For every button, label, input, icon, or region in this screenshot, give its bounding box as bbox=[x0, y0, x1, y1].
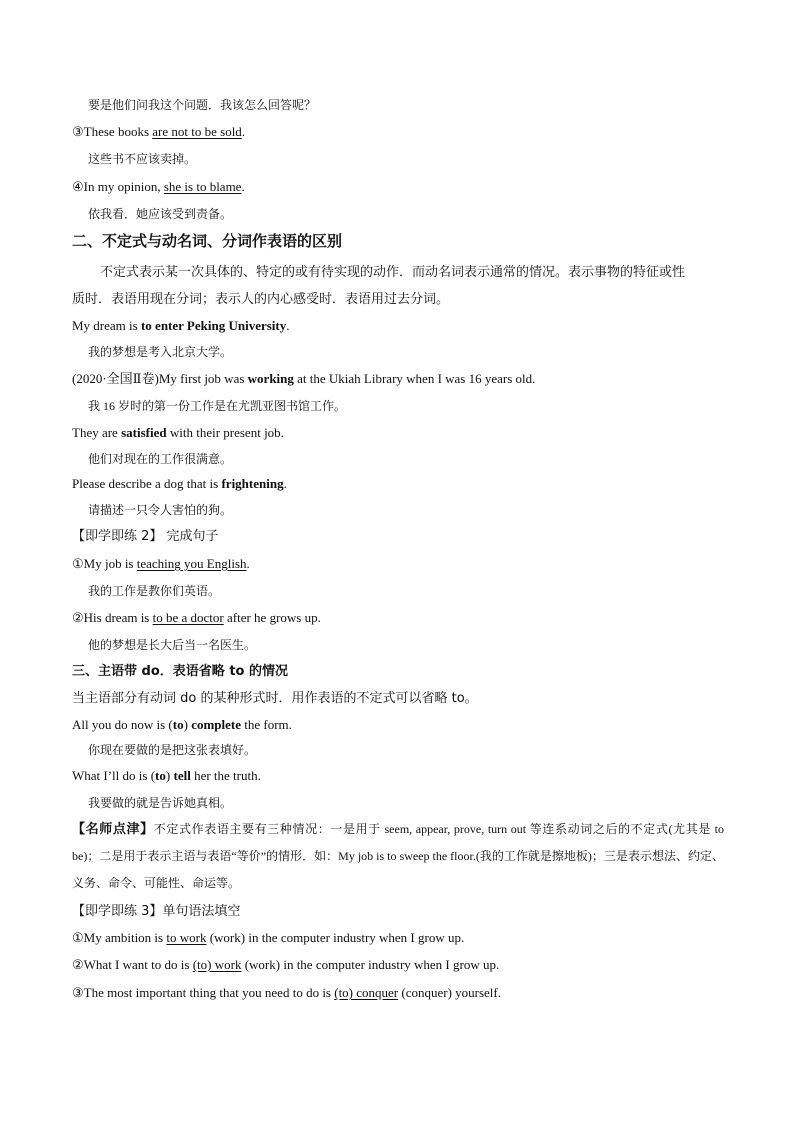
translation-line: 依我看．她应该受到责备。 bbox=[88, 207, 233, 221]
translation-line: 我要做的就是告诉她真相。 bbox=[88, 796, 233, 810]
example-sentence bbox=[72, 717, 292, 733]
answer-underlined: are not to be sold bbox=[152, 124, 242, 139]
text: (work) in the computer industry when I grow up. bbox=[241, 957, 500, 972]
text: at the Ukiah Library when I was 16 years old. bbox=[293, 371, 536, 386]
exercise-item bbox=[72, 610, 321, 626]
text: 三、主语带 bbox=[72, 664, 142, 679]
text: with their present job. bbox=[166, 425, 284, 440]
text: her the truth. bbox=[190, 768, 261, 783]
text: . bbox=[241, 179, 245, 194]
translation-line: 要是他们问我这个问题．我该怎么回答呢？ bbox=[88, 98, 317, 112]
translation-line: 他的梦想是长大后当一名医生。 bbox=[88, 638, 257, 652]
text: All you do now is ( bbox=[72, 717, 173, 732]
exercise-heading: 【即学即练 2】 完成句子 bbox=[72, 529, 219, 544]
example-sentence bbox=[72, 476, 287, 492]
translation-line: 你现在要做的是把这张表填好。 bbox=[88, 743, 257, 757]
translation-line: 我的梦想是考入北京大学。 bbox=[88, 345, 233, 359]
translation-line: 他们对现在的工作很满意。 bbox=[88, 452, 233, 466]
text: My dream is bbox=[72, 318, 141, 333]
teacher-tip bbox=[72, 816, 724, 897]
text: What I’ll do is ( bbox=[72, 768, 156, 783]
example-sentence bbox=[72, 768, 261, 784]
text: ④In my opinion, bbox=[72, 179, 164, 194]
text: the form. bbox=[241, 717, 292, 732]
text: ) bbox=[183, 717, 192, 732]
text: They are bbox=[72, 425, 122, 440]
text: (work) in the computer industry when I grow up. bbox=[206, 930, 465, 945]
paragraph-line: 当主语部分有动词 do 的某种形式时．用作表语的不定式可以省略 to。 bbox=[72, 691, 478, 706]
text: ①My ambition is bbox=[72, 930, 167, 945]
answer-underlined: to be a doctor bbox=[152, 610, 224, 625]
bold-phrase: to bbox=[172, 717, 184, 732]
example-sentence bbox=[72, 124, 245, 140]
text: Please describe a dog that is bbox=[72, 476, 222, 491]
answer-underlined: teaching you English bbox=[136, 556, 247, 571]
answer-underlined: (to) conquer bbox=[334, 985, 399, 1000]
text: ①My job is bbox=[72, 556, 137, 571]
text: ．表语省略 bbox=[159, 664, 230, 679]
tip-label: 【名师点津】 bbox=[72, 822, 154, 837]
paragraph-line: 不定式表示某一次具体的、特定的或有待实现的动作．而动名词表示通常的情况。表示事物的特征或性 bbox=[100, 265, 686, 280]
text: (2020·全国Ⅱ卷)My first job was bbox=[72, 371, 248, 386]
bold-phrase: satisfied bbox=[121, 425, 167, 440]
bold-phrase: working bbox=[247, 371, 294, 386]
text: ②What I want to do is bbox=[72, 957, 193, 972]
text: after he grows up. bbox=[223, 610, 321, 625]
text: (conquer) yourself. bbox=[398, 985, 502, 1000]
paragraph-line: 质时．表语用现在分词；表示人的内心感受时．表语用过去分词。 bbox=[72, 292, 450, 307]
section-heading: 二、不定式与动名词、分词作表语的区别 bbox=[72, 232, 343, 250]
text: . bbox=[246, 556, 250, 571]
answer-underlined: she is to blame bbox=[163, 179, 242, 194]
example-sentence bbox=[72, 371, 535, 387]
example-sentence bbox=[72, 318, 290, 334]
translation-line: 我 16 岁时的第一份工作是在尤凯亚图书馆工作。 bbox=[88, 399, 347, 413]
text: . bbox=[286, 318, 290, 333]
text: do bbox=[141, 664, 160, 679]
text: . bbox=[241, 124, 246, 139]
bold-phrase: to bbox=[155, 768, 166, 783]
exercise-item bbox=[72, 930, 464, 946]
text: ) bbox=[165, 768, 174, 783]
translation-line: 请描述一只令人害怕的狗。 bbox=[88, 503, 233, 517]
bold-phrase: tell bbox=[173, 768, 191, 783]
section-heading bbox=[72, 664, 288, 680]
text: ②His dream is bbox=[72, 610, 153, 625]
text: ③The most important thing that you need to do is bbox=[72, 985, 335, 1000]
text: 的情况 bbox=[244, 664, 288, 679]
text: ③These books bbox=[72, 124, 153, 139]
exercise-item bbox=[72, 985, 501, 1001]
translation-line: 这些书不应该卖掉。 bbox=[88, 152, 197, 166]
example-sentence bbox=[72, 425, 284, 441]
example-sentence bbox=[72, 179, 245, 195]
exercise-item bbox=[72, 556, 250, 572]
answer-underlined: (to) work bbox=[192, 957, 242, 972]
bold-phrase: to enter Peking University bbox=[140, 318, 287, 333]
answer-underlined: to work bbox=[166, 930, 207, 945]
text: . bbox=[283, 476, 287, 491]
bold-phrase: complete bbox=[191, 717, 241, 732]
tip-body: 不定式作表语主要有三种情况：一是用于 seem, appear, prove, turn out 等连系动词之后的不定式(尤其是 to be)；二是用于表示主语与表语“等价”的情形．如：My job is to sweep the floor.(我的工作就是擦地板)；三是表示想法、约定、义务、命令、可能性、命运等。 bbox=[72, 822, 724, 890]
exercise-heading: 【即学即练 3】单句语法填空 bbox=[72, 904, 241, 919]
translation-line: 我的工作是教你们英语。 bbox=[88, 584, 221, 598]
text: to bbox=[229, 664, 245, 679]
exercise-item bbox=[72, 957, 499, 973]
bold-phrase: frightening bbox=[221, 476, 284, 491]
